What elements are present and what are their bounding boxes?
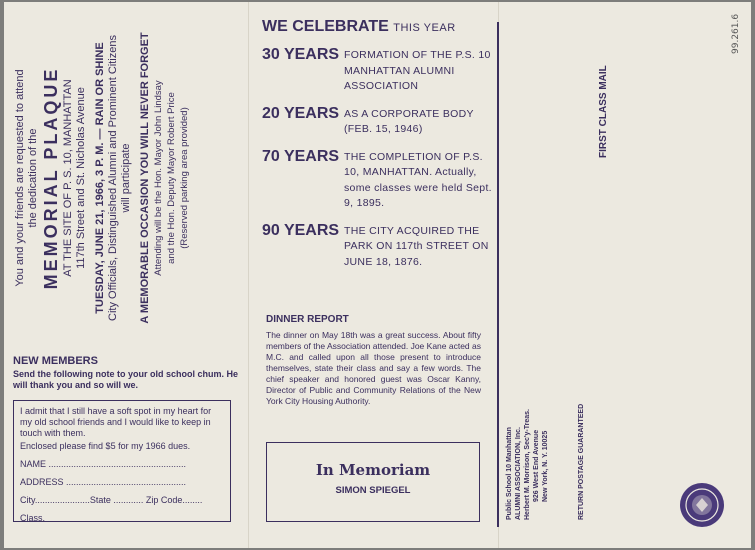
return-line: Herbert M. Morrison, Sec'y-Treas.	[524, 409, 531, 520]
celebrate-item	[262, 46, 494, 95]
class-label: Class.	[20, 513, 46, 523]
new-members-text: Send the following note to your old school chum. He will thank you and so will we.	[13, 369, 238, 390]
form-name-row[interactable]: NAME .......................................................	[20, 459, 187, 469]
celebrate-item	[262, 105, 494, 138]
celebrate-item	[262, 222, 494, 271]
zip-label: Zip Code	[145, 495, 183, 505]
dinner-report-text: The dinner on May 18th was a great success. About fifty members of the Association attended. Joe Kane acted as M.C. and called upon all those present to introduce themselves, state their class and say a few words. The chief speaker and honored guest was Oscar Kanny, Director of Public and Community Relations of the New York City Housing Authority.	[266, 330, 481, 406]
return-line: New York, N. Y. 10025	[542, 430, 549, 502]
invitation-line-10: Attending will be the Hon. Mayor John Lindsay	[153, 80, 164, 276]
celebrate-text: FORMATION OF THE P.S. 10 MANHATTAN ALUMNI ASSOCIATION	[344, 49, 491, 92]
invitation-line-5: 117th Street and St. Nicholas Avenue	[75, 87, 87, 269]
celebrate-heading-suffix: THIS YEAR	[393, 22, 456, 34]
return-line: ALUMNI ASSOCIATION, Inc.	[515, 427, 522, 520]
return-line: Public School 10 Manhattan	[506, 427, 513, 520]
return-postage-guaranteed: RETURN POSTAGE GUARANTEED	[578, 403, 585, 520]
address-panel-divider	[497, 22, 499, 527]
first-class-mail-label: FIRST CLASS MAIL	[598, 65, 609, 158]
invitation-line-12: (Reserved parking area provided)	[179, 107, 190, 249]
form-class-row[interactable]	[20, 513, 224, 524]
celebrate-heading	[262, 18, 494, 36]
celebrate-text: THE COMPLETION OF P.S. 10, MANHATTAN. Actually, some classes were held Sept. 9, 1895.	[344, 150, 492, 209]
invitation-line-7: City Officials, Distinguished Alumni and Prominent Citizens	[107, 35, 119, 321]
return-address	[505, 409, 550, 520]
city-label: City	[20, 495, 35, 505]
dinner-report-title: DINNER REPORT	[266, 314, 349, 325]
invitation-date: TUESDAY, JUNE 21, 1966, 3 P. M. — RAIN OR SHINE	[94, 42, 106, 314]
invitation-panel	[0, 0, 240, 345]
dues-form	[13, 400, 231, 522]
in-memoriam-box	[266, 442, 480, 522]
celebrate-section	[262, 18, 494, 270]
name-label: NAME	[20, 459, 47, 469]
address-label: ADDRESS	[20, 477, 64, 487]
invitation-line-2: the dedication of the	[27, 128, 39, 228]
celebrate-years: 30 YEARS	[262, 46, 340, 63]
memorial-plaque-title: MEMORIAL PLAQUE	[41, 66, 61, 290]
state-label: State	[89, 495, 111, 505]
school-seal-icon	[678, 481, 726, 529]
celebrate-heading-main: WE CELEBRATE	[262, 18, 389, 35]
celebrate-item	[262, 148, 494, 212]
celebrate-text: AS A CORPORATE BODY (FEB. 15, 1946)	[344, 107, 474, 135]
invitation-memorable: A MEMORABLE OCCASION YOU WILL NEVER FORGET	[139, 32, 151, 324]
invitation-line-11: and the Hon. Deputy Mayor Robert Price	[166, 92, 177, 264]
in-memoriam-title: In Memoriam	[315, 461, 431, 479]
new-members-title: NEW MEMBERS	[13, 355, 98, 367]
form-dues: Enclosed please find $5 for my 1966 dues.	[20, 441, 191, 451]
invitation-line-1: You and your friends are requested to attend	[14, 69, 26, 287]
celebrate-years: 70 YEARS	[262, 147, 340, 165]
celebrate-text: THE CITY ACQUIRED THE PARK ON 117th STREET ON JUNE 18, 1876.	[344, 224, 489, 268]
form-city-row[interactable]: City......................State ............ Zip Code........	[20, 495, 203, 505]
in-memoriam-name: SIMON SPIEGEL	[335, 485, 411, 496]
celebrate-years: 20 YEARS	[262, 104, 340, 122]
catalog-number: 99.261.6	[731, 13, 741, 54]
fold-line-left	[248, 2, 249, 548]
celebrate-years: 90 YEARS	[262, 221, 340, 239]
invitation-line-8: will participate	[120, 143, 132, 213]
invitation-line-4: AT THE SITE OF P. S. 10, MANHATTAN	[62, 79, 74, 277]
form-intro: I admit that I still have a soft spot in my heart for my old school friends and I would like to keep in touch with them.	[20, 406, 212, 438]
form-address-row[interactable]: ADDRESS ................................................	[20, 477, 187, 487]
return-line: 926 West End Avenue	[533, 429, 540, 502]
